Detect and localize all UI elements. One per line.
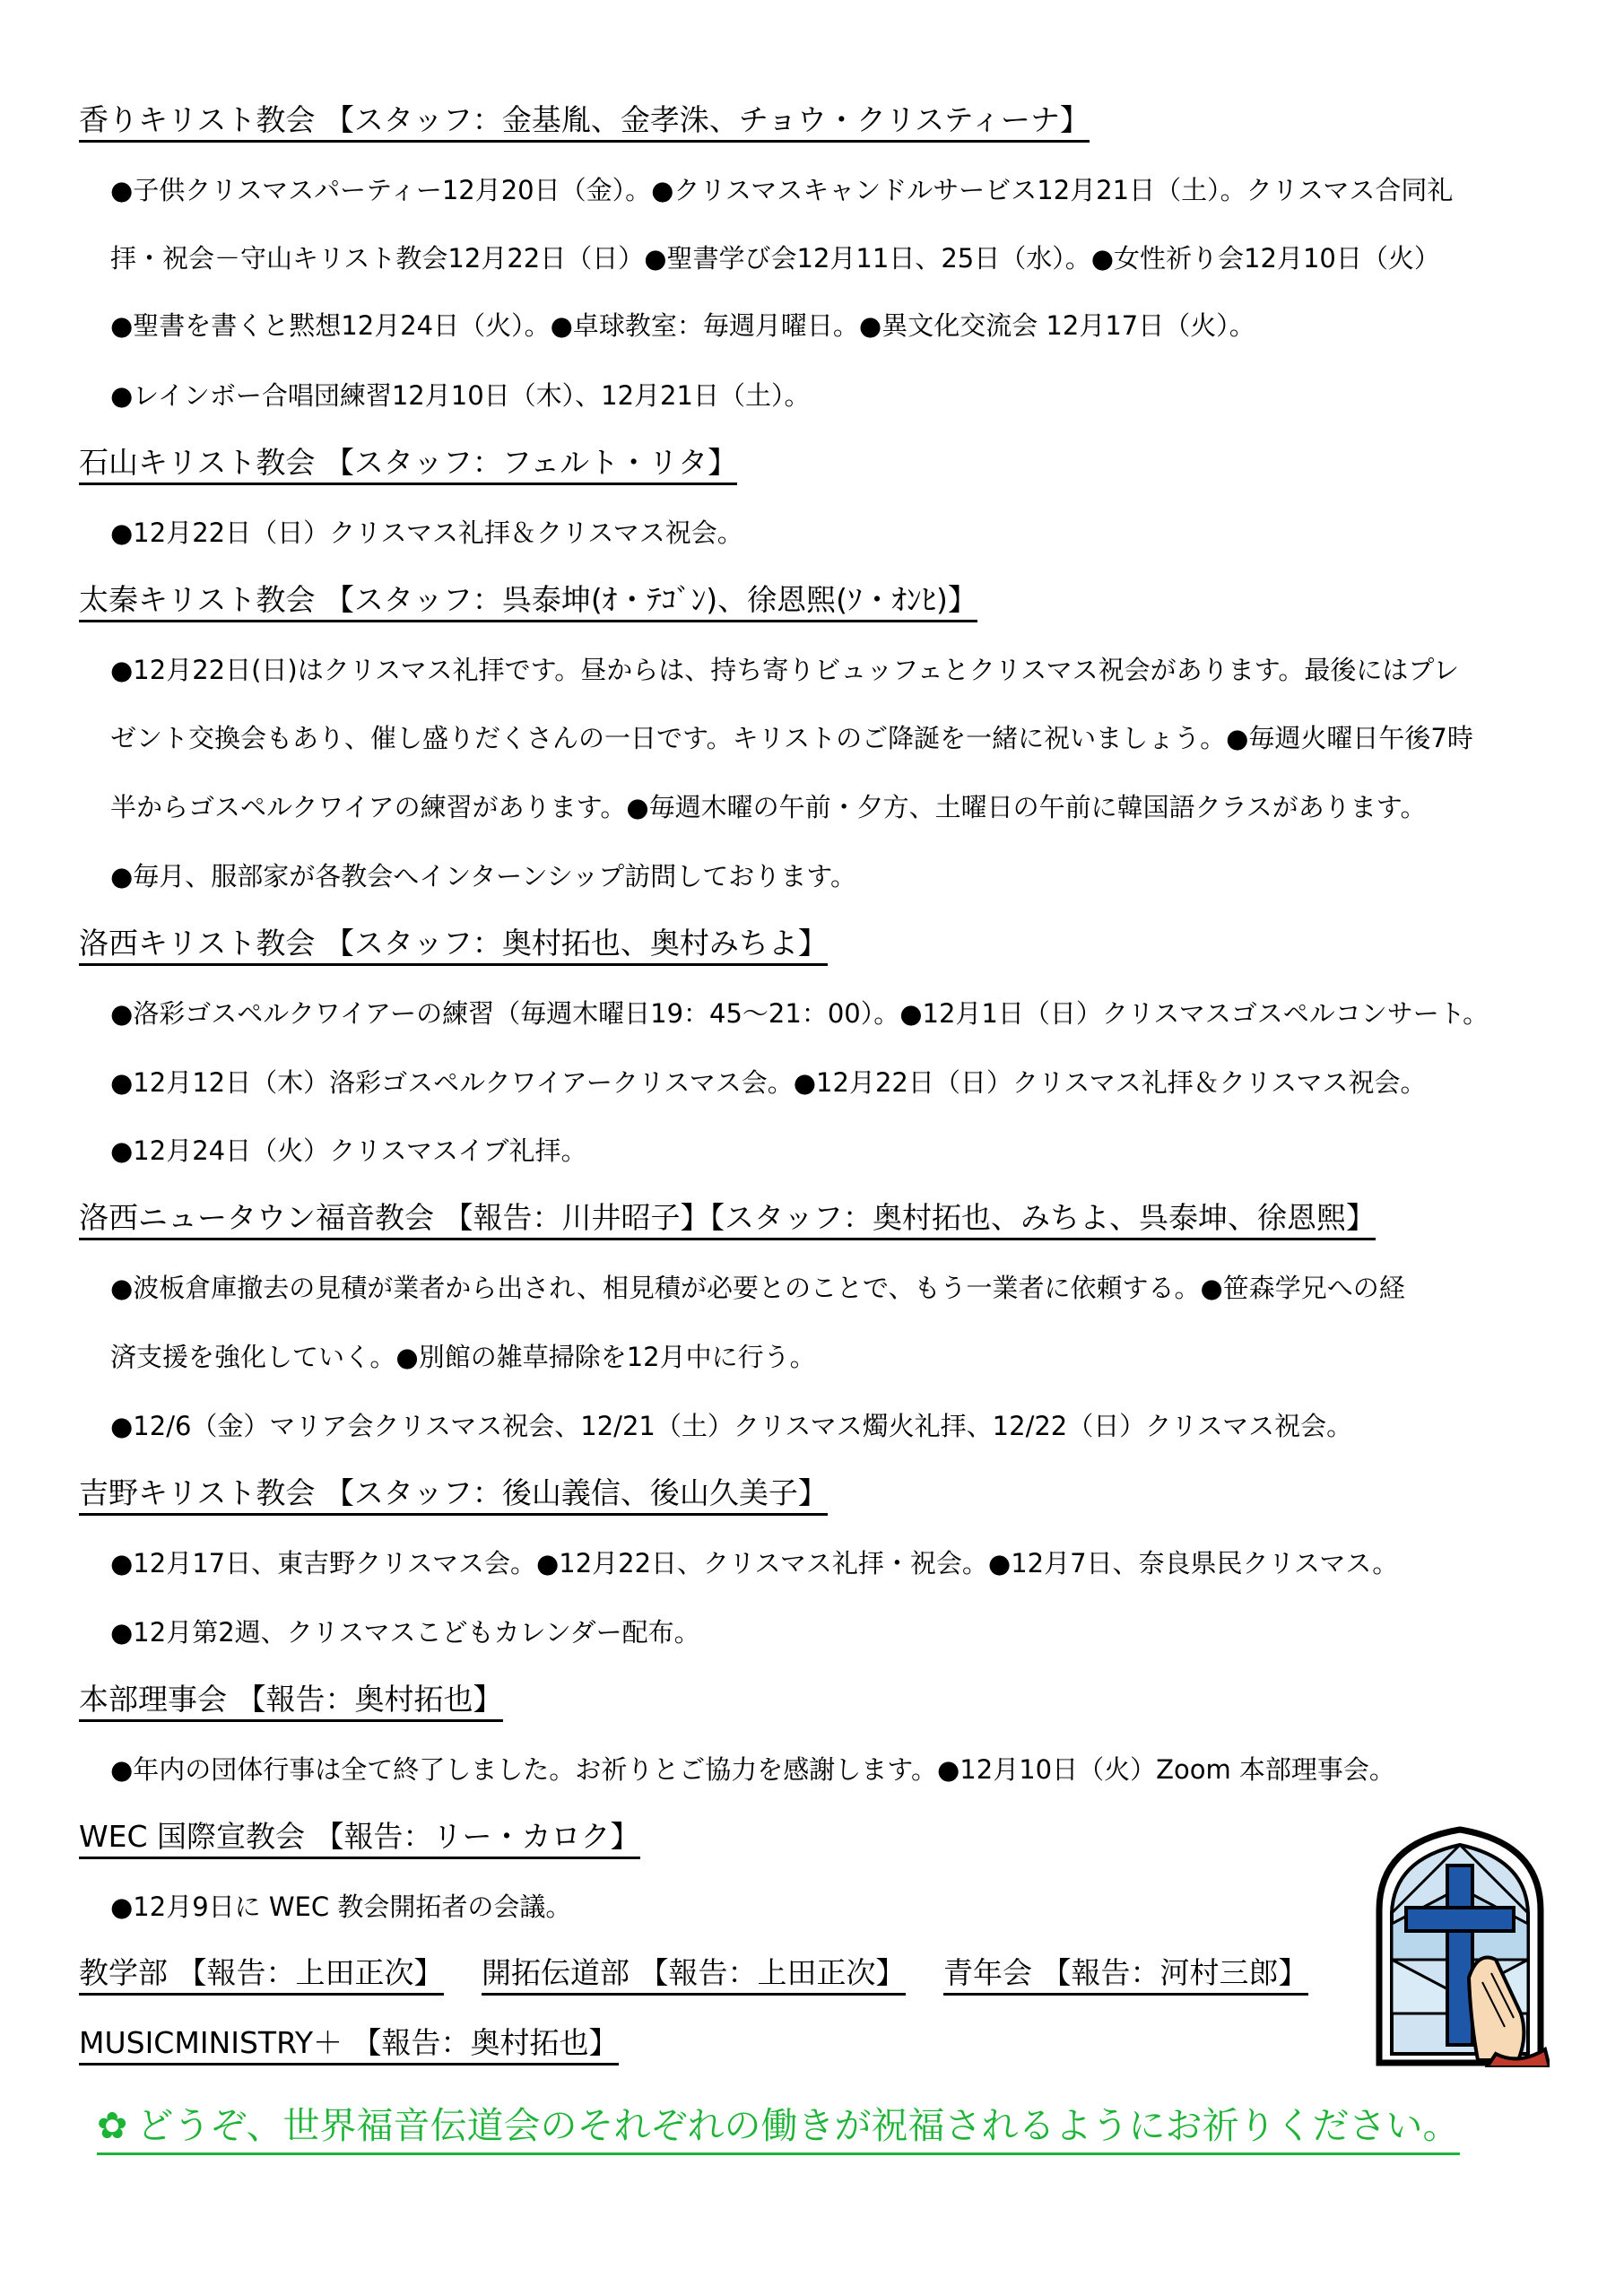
music-ministry-row — [79, 2023, 647, 2066]
section-line: ●12月24日（火）クリスマスイブ礼拝。 — [110, 1135, 587, 1166]
section-heading-yoshino: 吉野キリスト教会 【スタッフ：後山義信、後山久美子】 — [79, 1474, 828, 1516]
flower-icon: ✿ — [97, 2104, 128, 2147]
closing-text: どうぞ、世界福音伝道会のそれぞれの働きが祝福されるようにお祈りください。 — [136, 2104, 1460, 2147]
section-line: ●毎月、服部家が各教会へインターンシップ訪問しております。 — [110, 861, 856, 891]
department-youth: 青年会 【報告：河村三郎】 — [943, 1953, 1308, 1996]
section-line: ●12月22日(日)はクリスマス礼拝です。昼からは、持ち寄りビュッフェとクリスマス祝会があります。最後にはプレ — [110, 655, 1460, 685]
section-heading-kaori: 香りキリスト教会 【スタッフ：金基胤、金孝洙、チョウ・クリスティーナ】 — [79, 100, 1090, 143]
department-row — [79, 1953, 1337, 1996]
section-heading-wec: WEC 国際宣教会 【報告：リー・カロク】 — [79, 1817, 640, 1859]
section-line: ●波板倉庫撤去の見積が業者から出され、相見積が必要とのことで、もう一業者に依頼する。●笹森学兄への経 — [110, 1273, 1405, 1303]
section-line: ●年内の団体行事は全て終了しました。お祈りとご協力を感謝します。●12月10日（火）Zoom 本部理事会。 — [110, 1754, 1395, 1785]
section-line: ●聖書を書くと黙想12月24日（火）。●卓球教室：毎週月曜日。●異文化交流会 12月17日（火）。 — [110, 310, 1255, 341]
section-heading-ishiyama: 石山キリスト教会 【スタッフ：フェルト・リタ】 — [79, 443, 737, 485]
section-line: ●12月17日、東吉野クリスマス会。●12月22日、クリスマス礼拝・祝会。●12月7日、奈良県民クリスマス。 — [110, 1548, 1399, 1578]
section-line: ●洛彩ゴスペルクワイアーの練習（毎週木曜日19：45～21：00）。●12月1日（日）クリスマスゴスペルコンサート。 — [110, 998, 1489, 1029]
stained-glass-window-illustration — [1370, 1825, 1550, 2067]
department-evangelism: 開拓伝道部 【報告：上田正次】 — [482, 1953, 906, 1996]
section-line: ●レインボー合唱団練習12月10日（木）、12月21日（土）。 — [110, 380, 811, 411]
section-heading-uzumasa: 太秦キリスト教会 【スタッフ：呉泰坤(ｵ・ﾃｺﾞﾝ)、徐恩煕(ｿ・ｵﾝﾋ)】 — [79, 580, 977, 622]
department-music: MUSICMINISTRY＋ 【報告：奥村拓也】 — [79, 2023, 619, 2066]
section-heading-rakusai-newtown: 洛西ニュータウン福音教会 【報告：川井昭子】【スタッフ：奥村拓也、みちよ、呉泰坤、徐恩煕】 — [79, 1198, 1376, 1240]
section-line: ●12月12日（木）洛彩ゴスペルクワイアークリスマス会。●12月22日（日）クリスマス礼拝＆クリスマス祝会。 — [110, 1067, 1427, 1098]
section-line: ●12月第2週、クリスマスこどもカレンダー配布。 — [110, 1617, 700, 1648]
section-line: 済支援を強化していく。●別館の雑草掃除を12月中に行う。 — [110, 1342, 816, 1372]
section-line: ●12月22日（日）クリスマス礼拝＆クリスマス祝会。 — [110, 517, 743, 548]
section-line: ●12/6（金）マリア会クリスマス祝会、12/21（土）クリスマス燭火礼拝、12/22（日）クリスマス祝会。 — [110, 1411, 1353, 1441]
section-line: 半からゴスペルクワイアの練習があります。●毎週木曜の午前・夕方、土曜日の午前に韓国語クラスがあります。 — [110, 792, 1427, 822]
department-education: 教学部 【報告：上田正次】 — [79, 1953, 444, 1996]
closing-prayer-line — [97, 2100, 1460, 2155]
section-heading-rakusai: 洛西キリスト教会 【スタッフ：奥村拓也、奥村みちよ】 — [79, 924, 828, 966]
section-line: ゼント交換会もあり、催し盛りだくさんの一日です。キリストのご降誕を一緒に祝いましょう。●毎週火曜日午後7時 — [110, 723, 1473, 753]
section-line: ●子供クリスマスパーティー12月20日（金）。●クリスマスキャンドルサービス12月21日（土）。クリスマス合同礼 — [110, 175, 1454, 205]
section-line: 拝・祝会－守山キリスト教会12月22日（日）●聖書学び会12月11日、25日（水）。●女性祈り会12月10日（火） — [110, 243, 1440, 274]
section-heading-board: 本部理事会 【報告：奥村拓也】 — [79, 1680, 503, 1722]
section-line: ●12月9日に WEC 教会開拓者の会議。 — [110, 1892, 572, 1922]
